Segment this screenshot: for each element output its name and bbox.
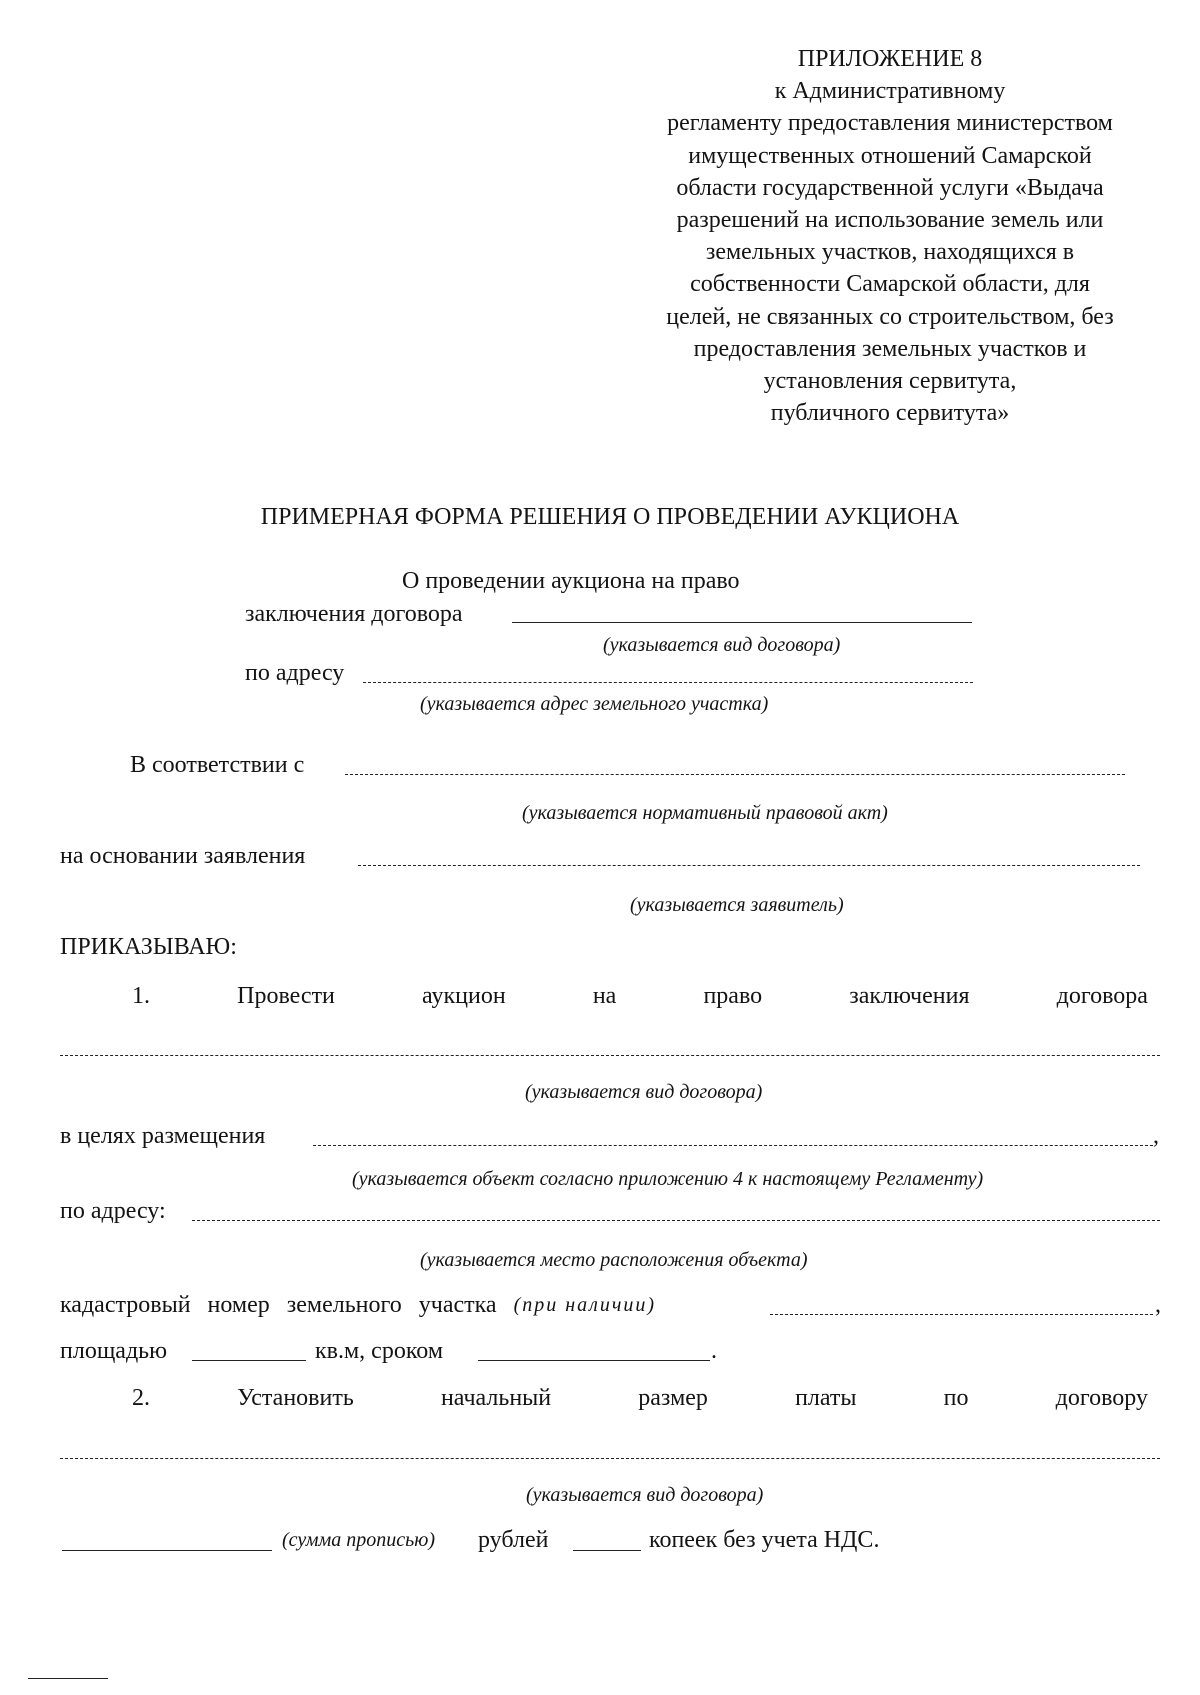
item1-contract-blank [60,1055,1160,1056]
sum-words-note: (сумма прописью) [282,1529,436,1551]
footnote-separator [28,1678,108,1679]
appendix-title: ПРИЛОЖЕНИЕ 8 [797,46,983,72]
term-end: . [711,1338,717,1364]
item1-hint-contract: (указывается вид договора) [525,1081,763,1103]
area-unit: кв.м, сроком [315,1338,444,1364]
item2-word: платы [795,1385,857,1411]
appendix-line: установления сервитута, [763,368,1017,395]
hint-applicant: (указывается заявитель) [630,894,844,916]
subject-line-1: О проведении аукциона на право [402,568,740,594]
subject-line-3: по адресу [245,660,345,686]
hint-contract-type: (указывается вид договора) [603,634,841,656]
item1-word: право [703,983,763,1009]
appendix-line: публичного сервитута» [770,400,1010,427]
item2-word: Установить [237,1385,354,1411]
item1-address-label: по адресу: [60,1198,166,1224]
form-title: ПРИМЕРНАЯ ФОРМА РЕШЕНИЯ О ПРОВЕДЕНИИ АУКЦИОНА [260,504,960,530]
hint-object: (указывается объект согласно приложению 4 к настоящему Регламенту) [352,1168,984,1190]
item2-contract-blank [60,1458,1160,1459]
appendix-block [620,43,1160,429]
appendix-line: предоставления земельных участков и [693,335,1087,362]
cadastral-word: номер [207,1292,270,1318]
location-blank [192,1220,1160,1221]
legal-act-blank [345,774,1125,775]
appendix-line: имущественных отношений Самарской [688,142,1092,169]
cadastral-word: участка [418,1292,497,1318]
hint-legal-act: (указывается нормативный правовой акт) [522,802,888,824]
accordance-label: В соответствии с [130,752,305,778]
item2-word: договору [1055,1385,1148,1411]
item1-word: аукцион [422,983,506,1009]
item1-heading [60,982,1148,1010]
applicant-blank [358,865,1140,866]
cadastral-note: (при наличии) [513,1294,657,1316]
hint-land-address: (указывается адрес земельного участка) [420,693,769,715]
contract-type-blank [512,622,972,623]
term-blank [478,1360,710,1361]
appendix-line: целей, не связанных со строительством, без [666,303,1114,330]
item1-word: на [592,983,617,1009]
item2-number: 2. [132,1385,150,1411]
item2-hint-contract: (указывается вид договора) [526,1484,764,1506]
rubles-label: рублей [478,1527,549,1553]
kopecks-label: копеек без учета НДС. [649,1527,880,1553]
item1-word: договора [1056,983,1148,1009]
area-label: площадью [60,1338,168,1364]
appendix-line: земельных участков, находящихся в [705,239,1075,266]
kopecks-blank [573,1550,641,1551]
item2-word: размер [638,1385,708,1411]
area-blank [192,1360,306,1361]
item1-word: Провести [237,983,335,1009]
cadastral-word: кадастровый [60,1292,191,1318]
appendix-line: собственности Самарской области, для [690,271,1090,298]
item2-word: по [943,1385,969,1411]
item1-number: 1. [132,983,150,1009]
hint-location: (указывается место расположения объекта) [420,1249,808,1271]
cadastral-blank [770,1314,1153,1315]
appendix-line: области государственной услуги «Выдача [676,174,1104,201]
subject-line-2: заключения договора [245,601,463,627]
purpose-comma: , [1153,1123,1159,1149]
cadastral-word: земельного [286,1292,402,1318]
appendix-line: к Административному [774,78,1006,105]
basis-label: на основании заявления [60,843,306,869]
appendix-line: разрешений на использование земель или [676,207,1104,234]
item2-heading [60,1384,1148,1412]
purpose-label: в целях размещения [60,1123,266,1149]
cadastral-comma: , [1155,1292,1161,1318]
appendix-line: регламенту предоставления министерством [667,110,1113,137]
cadastral-line [60,1291,760,1319]
sum-words-blank [62,1550,272,1551]
object-blank [313,1145,1153,1146]
item1-word: заключения [849,983,970,1009]
item2-word: начальный [440,1385,552,1411]
order-word: ПРИКАЗЫВАЮ: [60,934,237,960]
address-blank [363,682,973,683]
